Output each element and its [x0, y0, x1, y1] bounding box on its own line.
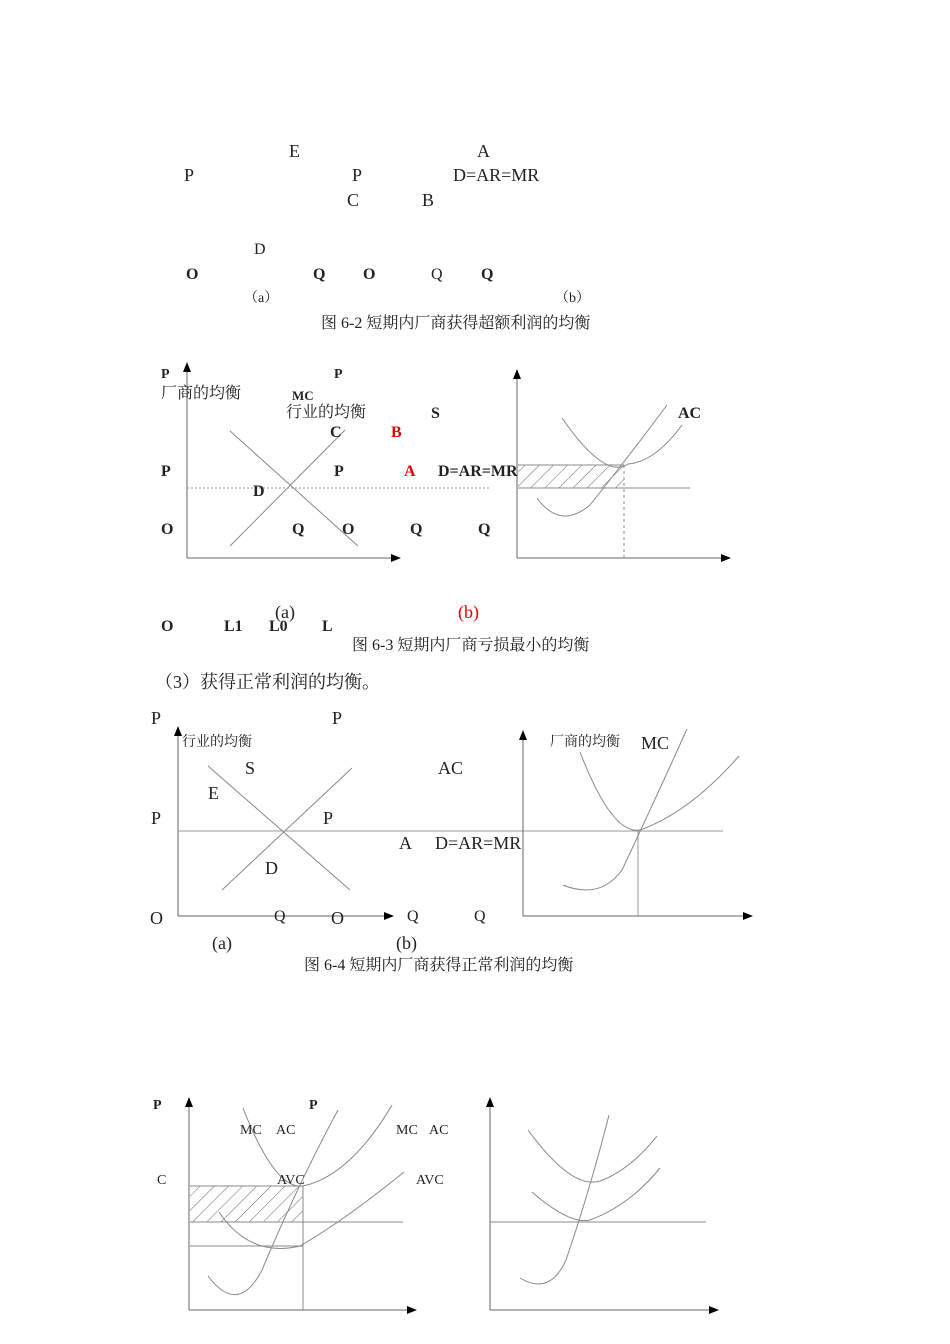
label-ac: AC	[276, 1123, 296, 1138]
label-avc: AVC	[416, 1173, 444, 1188]
label-b: B	[391, 424, 402, 441]
label-q: Q	[410, 521, 423, 538]
label-avc: AVC	[277, 1173, 305, 1188]
subfigure-b-label: （b）	[555, 291, 590, 306]
label-ac: AC	[678, 405, 702, 422]
label-q: Q	[407, 908, 419, 925]
label-demand-curve: D=AR=MR	[453, 165, 540, 185]
label-ac: AC	[438, 758, 464, 778]
label-origin: O	[161, 618, 174, 635]
label-c: C	[157, 1173, 167, 1188]
subfigure-a-label: (a)	[212, 933, 232, 953]
label-origin: O	[150, 908, 163, 928]
label-p: P	[332, 708, 343, 728]
mc-curve	[520, 1115, 609, 1284]
label-demand-curve: D=AR=MR	[438, 463, 518, 480]
figure-caption: 图 6-3 短期内厂商亏损最小的均衡	[352, 637, 590, 654]
label-mc: MC	[292, 388, 314, 403]
label-l1: L1	[224, 618, 243, 635]
label-l: L	[322, 618, 333, 635]
label-q: Q	[274, 908, 286, 925]
label-q: Q	[292, 521, 305, 538]
label-p: P	[151, 808, 162, 828]
label-q: Q	[478, 521, 491, 538]
label-p: P	[184, 165, 195, 185]
label-p: P	[161, 463, 171, 480]
subfigure-a-label: (a)	[275, 602, 295, 622]
label-e: E	[289, 141, 300, 161]
label-a: A	[477, 141, 490, 161]
figure-caption: 图 6-4 短期内厂商获得正常利润的均衡	[304, 957, 574, 974]
avc-curve	[532, 1168, 660, 1221]
subfigure-b-label: (b)	[458, 602, 479, 622]
label-q: Q	[474, 908, 486, 925]
label-q: Q	[313, 266, 326, 283]
label-mc: MC	[396, 1123, 418, 1138]
label-origin: O	[342, 521, 355, 538]
label-a: A	[404, 463, 416, 480]
label-origin: O	[331, 908, 344, 928]
label-b: B	[422, 190, 435, 210]
loss-area	[190, 1186, 303, 1222]
section-heading: （3）获得正常利润的均衡。	[155, 672, 380, 692]
subfigure-a-label: （a）	[244, 291, 279, 306]
industry-equilibrium-label: 行业的均衡	[286, 404, 367, 421]
label-l0: L0	[269, 618, 288, 635]
figure-caption: 图 6-2 短期内厂商获得超额利润的均衡	[321, 315, 591, 332]
label-s: S	[245, 758, 256, 778]
firm-equilibrium-label: 厂商的均衡	[161, 385, 242, 402]
label-mc: MC	[641, 733, 670, 753]
label-c: C	[330, 424, 342, 441]
label-demand-curve: D=AR=MR	[435, 833, 522, 853]
label-p: P	[153, 1098, 162, 1113]
subfigure-b-label: (b)	[396, 933, 417, 953]
label-p: P	[161, 367, 170, 382]
label-p: P	[309, 1098, 318, 1113]
label-e: E	[208, 783, 219, 803]
label-mc: MC	[240, 1123, 262, 1138]
label-d: D	[253, 483, 265, 500]
label-p: P	[334, 463, 344, 480]
firm-equilibrium-label: 厂商的均衡	[550, 735, 620, 750]
label-p: P	[323, 808, 334, 828]
label-q: Q	[481, 266, 494, 283]
label-p: P	[151, 708, 162, 728]
label-c: C	[347, 190, 360, 210]
label-ac: AC	[429, 1123, 449, 1138]
label-origin: O	[186, 266, 199, 283]
label-d: D	[254, 241, 266, 258]
label-d: D	[265, 858, 278, 878]
label-s: S	[431, 405, 440, 422]
label-p: P	[352, 165, 363, 185]
ac-curve	[243, 1105, 392, 1186]
label-q: Q	[431, 266, 443, 283]
label-a: A	[399, 833, 412, 853]
industry-equilibrium-label: 行业的均衡	[182, 735, 252, 750]
label-origin: O	[363, 266, 376, 283]
label-origin: O	[161, 521, 174, 538]
label-p: P	[334, 367, 343, 382]
